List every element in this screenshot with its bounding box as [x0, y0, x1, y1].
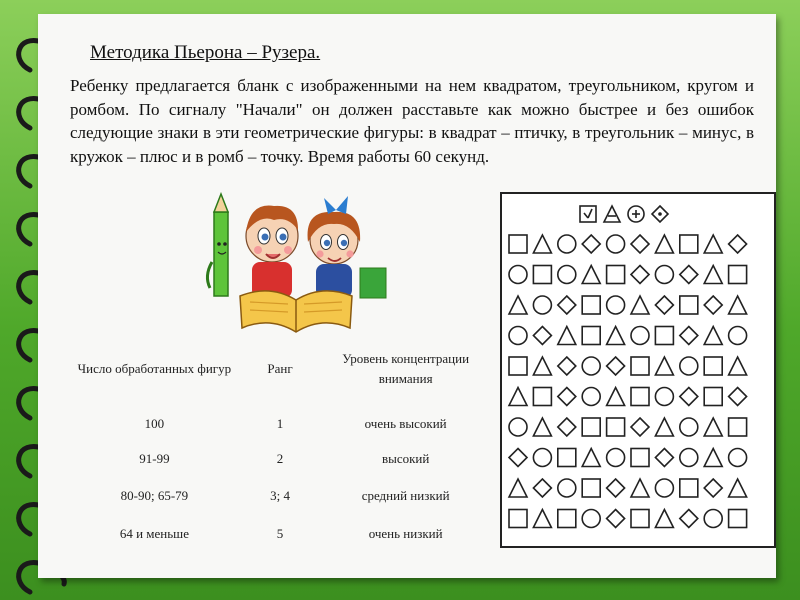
triangle-shape: [704, 327, 722, 345]
circle-shape: [509, 327, 527, 345]
triangle-shape: [655, 235, 673, 253]
diamond-shape: [729, 235, 747, 253]
method-description: Ребенку предлагается бланк с изображенными на нем квадратом, треугольником, кругом и ромбом. По сигналу "Начали" он должен расставьте как можно быстрее и без ошибок следующие знаки в эти геометрические фигуры: в квадрат – птичку, в треугольник – минус, в кружок – плюс и в ромб – точку. Время работы 60 секунд.: [70, 76, 754, 166]
pieron-ruser-worksheet: [500, 192, 776, 548]
diamond-shape: [558, 388, 576, 406]
square-shape: [655, 327, 673, 345]
children-reading-book-icon: [200, 192, 390, 342]
diamond-shape: [631, 235, 649, 253]
diamond-shape: [607, 357, 625, 375]
table-row: [70, 442, 490, 476]
circle-shape: [680, 357, 698, 375]
cell-rank: 1: [276, 416, 284, 431]
circle-shape: [582, 510, 600, 528]
triangle-shape: [582, 449, 600, 467]
diamond-shape: [607, 510, 625, 528]
triangle-shape: [729, 357, 747, 375]
page-title: Методика Пьерона – Рузера.: [90, 42, 321, 63]
circle-shape: [558, 266, 576, 284]
circle-shape: [582, 388, 600, 406]
cell-level: очень высокий: [364, 416, 447, 431]
cell-rank: 5: [276, 526, 284, 541]
key-triangle-shape: [604, 206, 620, 222]
square-shape: [558, 449, 576, 467]
cell-rank: 3; 4: [270, 488, 290, 503]
triangle-shape: [631, 296, 649, 314]
cell-level: очень низкий: [368, 526, 443, 541]
circle-shape: [607, 296, 625, 314]
diamond-shape: [680, 510, 698, 528]
square-shape: [680, 296, 698, 314]
rank-table: [70, 332, 490, 552]
circle-shape: [631, 327, 649, 345]
triangle-shape: [607, 388, 625, 406]
diamond-shape: [558, 357, 576, 375]
square-shape: [631, 357, 649, 375]
table-row: [70, 476, 490, 516]
square-shape: [558, 510, 576, 528]
diamond-shape: [680, 327, 698, 345]
circle-shape: [607, 449, 625, 467]
square-shape: [680, 479, 698, 497]
table-row: [70, 516, 490, 552]
circle-shape: [655, 266, 673, 284]
square-shape: [582, 479, 600, 497]
triangle-shape: [729, 479, 747, 497]
square-shape: [509, 357, 527, 375]
key-check-mark: [584, 213, 588, 218]
diamond-shape: [509, 449, 527, 467]
square-shape: [704, 388, 722, 406]
square-shape: [509, 235, 527, 253]
key-check-mark: [588, 209, 592, 218]
circle-shape: [607, 235, 625, 253]
diamond-shape: [631, 418, 649, 436]
square-shape: [582, 296, 600, 314]
circle-shape: [729, 449, 747, 467]
square-shape: [729, 510, 747, 528]
cell-count: 91-99: [139, 451, 170, 466]
diamond-shape: [680, 388, 698, 406]
square-shape: [582, 327, 600, 345]
triangle-shape: [509, 296, 527, 314]
diamond-shape: [704, 296, 722, 314]
square-shape: [704, 357, 722, 375]
square-shape: [607, 418, 625, 436]
circle-shape: [509, 266, 527, 284]
triangle-shape: [558, 327, 576, 345]
triangle-shape: [533, 235, 551, 253]
circle-shape: [704, 510, 722, 528]
diamond-shape: [631, 266, 649, 284]
table-header-row: [70, 332, 490, 406]
triangle-shape: [704, 449, 722, 467]
square-shape: [631, 510, 649, 528]
triangle-shape: [704, 418, 722, 436]
circle-shape: [533, 449, 551, 467]
diamond-shape: [558, 418, 576, 436]
circle-shape: [655, 479, 673, 497]
triangle-shape: [704, 235, 722, 253]
circle-shape: [558, 479, 576, 497]
diamond-shape: [607, 479, 625, 497]
circle-shape: [509, 418, 527, 436]
triangle-shape: [704, 266, 722, 284]
triangle-shape: [607, 327, 625, 345]
triangle-shape: [533, 510, 551, 528]
table-row: [70, 406, 490, 442]
triangle-shape: [655, 418, 673, 436]
square-shape: [509, 510, 527, 528]
diamond-shape: [655, 296, 673, 314]
circle-shape: [680, 449, 698, 467]
circle-shape: [655, 388, 673, 406]
triangle-shape: [631, 479, 649, 497]
square-shape: [631, 449, 649, 467]
cell-count: 64 и меньше: [119, 526, 189, 541]
diamond-shape: [729, 388, 747, 406]
triangle-shape: [509, 479, 527, 497]
header-figures-count: Число обработанных фигур: [77, 361, 232, 376]
cell-level: высокий: [381, 451, 430, 466]
circle-shape: [533, 296, 551, 314]
header-attention-level: Уровень концентрации внимания: [342, 351, 470, 386]
triangle-shape: [655, 510, 673, 528]
square-shape: [631, 388, 649, 406]
circle-shape: [729, 327, 747, 345]
cell-count: 80-90; 65-79: [120, 488, 189, 503]
circle-shape: [680, 418, 698, 436]
triangle-shape: [509, 388, 527, 406]
square-shape: [582, 418, 600, 436]
diamond-shape: [533, 479, 551, 497]
triangle-shape: [729, 296, 747, 314]
key-square-shape: [580, 206, 596, 222]
square-shape: [680, 235, 698, 253]
square-shape: [729, 418, 747, 436]
diamond-shape: [655, 449, 673, 467]
key-dot-mark: [658, 212, 662, 216]
square-shape: [607, 266, 625, 284]
diamond-shape: [533, 327, 551, 345]
diamond-shape: [704, 479, 722, 497]
circle-shape: [558, 235, 576, 253]
cell-rank: 2: [276, 451, 284, 466]
triangle-shape: [582, 266, 600, 284]
header-rank: Ранг: [267, 361, 293, 376]
circle-shape: [582, 357, 600, 375]
diamond-shape: [680, 266, 698, 284]
cell-count: 100: [144, 416, 165, 431]
triangle-shape: [655, 357, 673, 375]
square-shape: [533, 266, 551, 284]
triangle-shape: [533, 357, 551, 375]
diamond-shape: [582, 235, 600, 253]
square-shape: [729, 266, 747, 284]
triangle-shape: [533, 418, 551, 436]
cell-level: средний низкий: [361, 488, 450, 503]
diamond-shape: [558, 296, 576, 314]
square-shape: [533, 388, 551, 406]
